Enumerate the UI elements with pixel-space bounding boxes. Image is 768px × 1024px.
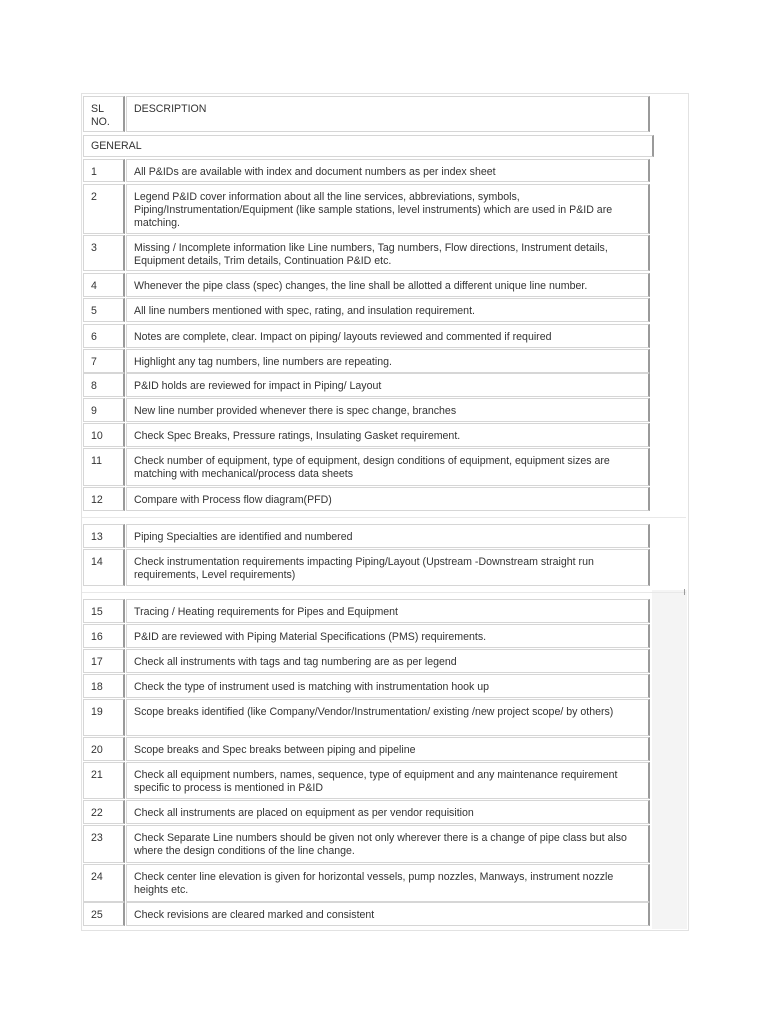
table-row (83, 349, 650, 373)
row-description-cell (126, 737, 650, 761)
table-row (83, 674, 650, 698)
row-description: Piping Specialties are identified and numbered (134, 531, 353, 543)
row-number: 8 (91, 380, 97, 392)
row-description: Check Spec Breaks, Pressure ratings, Insulating Gasket requirement. (134, 430, 461, 442)
row-number-cell (83, 273, 125, 297)
row-number: 3 (91, 242, 97, 254)
row-description: Whenever the pipe class (spec) changes, the line shall be allotted a different unique line number. (134, 280, 588, 292)
header-sl-no-cell (83, 96, 125, 132)
row-number: 2 (91, 191, 97, 203)
row-description-cell (126, 273, 650, 297)
row-number-cell (83, 624, 125, 648)
row-number-cell (83, 737, 125, 761)
row-description: Check number of equipment, type of equipment, design conditions of equipment, equipment sizes are matching with mechanical/process data sheets (134, 455, 610, 480)
table-row (83, 825, 650, 863)
table-row (83, 373, 650, 397)
table-row (83, 762, 650, 799)
row-number: 25 (91, 909, 103, 921)
row-description: Notes are complete, clear. Impact on piping/ layouts reviewed and commented if required (134, 331, 552, 343)
row-number-cell (83, 349, 125, 373)
row-description: Check instrumentation requirements impacting Piping/Layout (Upstream -Downstream straight run requirements, Level requirements) (134, 556, 594, 581)
row-number: 7 (91, 356, 97, 368)
row-description: Check the type of instrument used is matching with instrumentation hook up (134, 681, 490, 693)
table-row (83, 737, 650, 761)
row-description-cell (126, 649, 650, 673)
row-number-cell (83, 649, 125, 673)
row-description: New line number provided whenever there is spec change, branches (134, 405, 457, 417)
row-number-cell (83, 825, 125, 863)
row-description-cell (126, 349, 650, 373)
row-number-cell (83, 902, 125, 926)
row-number-cell (83, 599, 125, 623)
table-row (83, 487, 650, 511)
row-number: 18 (91, 681, 103, 693)
row-description: Check all instruments are placed on equipment as per vendor requisition (134, 807, 474, 819)
row-description-cell (126, 487, 650, 511)
table-row (83, 649, 650, 673)
row-description: Compare with Process flow diagram(PFD) (134, 494, 332, 506)
row-description-cell (126, 800, 650, 824)
row-description-cell (126, 398, 650, 422)
row-number: 19 (91, 706, 103, 718)
row-description: Tracing / Heating requirements for Pipes and Equipment (134, 606, 399, 618)
row-number: 20 (91, 744, 103, 756)
table-row (83, 423, 650, 447)
header-description: DESCRIPTION (134, 103, 207, 115)
table-row (83, 398, 650, 422)
table-edge-mark (684, 589, 685, 595)
row-description: All P&IDs are available with index and document numbers as per index sheet (134, 166, 496, 178)
row-number-cell (83, 762, 125, 799)
row-description-cell (126, 184, 650, 234)
table-header-row (83, 96, 650, 132)
header-description-cell (126, 96, 650, 132)
row-description: Scope breaks and Spec breaks between piping and pipeline (134, 744, 416, 756)
row-description-cell (126, 902, 650, 926)
row-description-cell (126, 549, 650, 586)
table-row (83, 324, 650, 348)
table-row (83, 524, 650, 548)
row-description-cell (126, 825, 650, 863)
row-number-cell (83, 549, 125, 586)
row-description: All line numbers mentioned with spec, rating, and insulation requirement. (134, 305, 475, 317)
row-number-cell (83, 423, 125, 447)
table-divider (82, 592, 686, 593)
row-description: Check all instruments with tags and tag numbering are as per legend (134, 656, 457, 668)
table-row (83, 273, 650, 297)
table-row (83, 902, 650, 926)
table-row (83, 298, 650, 322)
row-description-cell (126, 235, 650, 271)
row-number-cell (83, 674, 125, 698)
table-row (83, 159, 650, 182)
row-number: 13 (91, 531, 103, 543)
section-title: GENERAL (91, 140, 142, 152)
row-number: 16 (91, 631, 103, 643)
table-row (83, 235, 650, 271)
row-number: 15 (91, 606, 103, 618)
row-description-cell (126, 423, 650, 447)
row-number: 17 (91, 656, 103, 668)
table-row (83, 549, 650, 586)
row-description-cell (126, 624, 650, 648)
row-number-cell (83, 298, 125, 322)
row-number: 14 (91, 556, 103, 568)
row-description: Legend P&ID cover information about all the line services, abbreviations, symbols, Piping/Instrumentation/Equipment (like sample stations, level instruments) which are used in P&ID are matching. (134, 191, 613, 229)
row-number: 21 (91, 769, 103, 781)
row-number: 22 (91, 807, 103, 819)
row-number: 11 (91, 455, 102, 467)
row-description: Missing / Incomplete information like Line numbers, Tag numbers, Flow directions, Instrument details, Equipment details, Trim details, Continuation P&ID etc. (134, 242, 608, 267)
row-description-cell (126, 298, 650, 322)
row-description-cell (126, 864, 650, 902)
row-number: 24 (91, 871, 103, 883)
table-row (83, 448, 650, 486)
table-row (83, 599, 650, 623)
row-description: Check all equipment numbers, names, sequence, type of equipment and any maintenance requirement specific to process is mentioned in P&ID (134, 769, 618, 794)
section-cell (83, 135, 654, 157)
section-row (83, 135, 650, 157)
row-number-cell (83, 373, 125, 397)
row-description: Scope breaks identified (like Company/Vendor/Instrumentation/ existing /new project scope/ by others) (134, 706, 614, 718)
row-description: P&ID are reviewed with Piping Material Specifications (PMS) requirements. (134, 631, 487, 643)
row-description: Check revisions are cleared marked and consistent (134, 909, 375, 921)
row-number-cell (83, 864, 125, 902)
row-number-cell (83, 699, 125, 736)
row-description-cell (126, 674, 650, 698)
row-description-cell (126, 762, 650, 799)
row-description-cell (126, 159, 650, 182)
table-row (83, 800, 650, 824)
row-number-cell (83, 800, 125, 824)
row-description: Highlight any tag numbers, line numbers are repeating. (134, 356, 392, 368)
row-number: 23 (91, 832, 103, 844)
row-number-cell (83, 398, 125, 422)
row-description-cell (126, 373, 650, 397)
row-number: 1 (91, 166, 97, 178)
row-description: P&ID holds are reviewed for impact in Piping/ Layout (134, 380, 382, 392)
row-number-cell (83, 235, 125, 271)
row-description-cell (126, 599, 650, 623)
row-number-cell (83, 448, 125, 486)
table-row (83, 624, 650, 648)
row-description: Check center line elevation is given for horizontal vessels, pump nozzles, Manways, instrument nozzle heights etc. (134, 871, 614, 896)
row-description-cell (126, 324, 650, 348)
row-number: 12 (91, 494, 103, 506)
row-number-cell (83, 324, 125, 348)
row-number-cell (83, 487, 125, 511)
row-description: Check Separate Line numbers should be given not only wherever there is a change of pipe class but also where the design conditions of the line change. (134, 832, 627, 857)
header-sl-no: SL NO. (91, 103, 110, 128)
row-number-cell (83, 184, 125, 234)
row-number-cell (83, 159, 125, 182)
row-number: 10 (91, 430, 103, 442)
row-number: 6 (91, 331, 97, 343)
row-description-cell (126, 699, 650, 736)
table-row (83, 184, 650, 234)
sheet-shade (652, 590, 687, 929)
row-number-cell (83, 524, 125, 548)
row-number: 5 (91, 305, 97, 317)
table-divider (82, 517, 686, 518)
table-row (83, 864, 650, 902)
row-description-cell (126, 524, 650, 548)
row-description-cell (126, 448, 650, 486)
table-row (83, 699, 650, 736)
row-number: 4 (91, 280, 97, 292)
row-number: 9 (91, 405, 97, 417)
